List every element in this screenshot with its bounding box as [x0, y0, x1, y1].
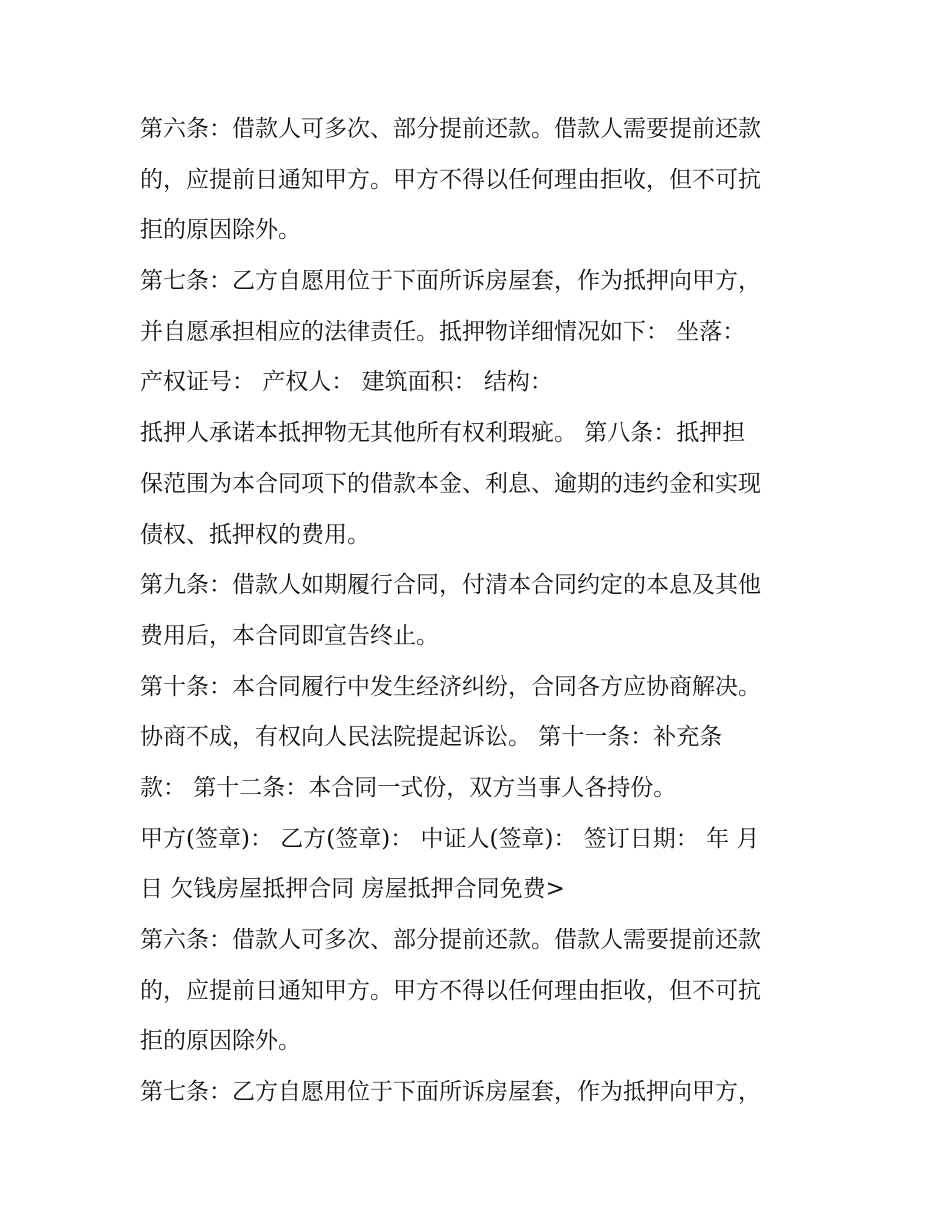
text-line: 甲方(签章)： 乙方(签章)： 中证人(签章)： 签订日期： 年 月 — [140, 825, 760, 852]
text-line: 费用后，本合同即宣告终止。 — [140, 622, 439, 649]
text-line: 拒的原因除外。 — [140, 217, 301, 244]
text-line: 第六条：借款人可多次、部分提前还款。借款人需要提前还款 — [140, 116, 761, 142]
text-line: 的，应提前日通知甲方。甲方不得以任何理由拒收，但不可抗 — [140, 166, 761, 193]
contract-text-body — [140, 104, 830, 1118]
text-line: 的，应提前日通知甲方。甲方不得以任何理由拒收，但不可抗 — [140, 977, 761, 1004]
text-line: 拒的原因除外。 — [140, 1028, 301, 1055]
text-line: 第九条：借款人如期履行合同，付清本合同约定的本息及其他 — [140, 572, 761, 599]
text-line: 第七条：乙方自愿用位于下面所诉房屋套，作为抵押向甲方， — [140, 1079, 761, 1106]
text-line: 并自愿承担相应的法律责任。抵押物详细情况如下： 坐落： — [140, 318, 746, 345]
text-line: 协商不成，有权向人民法院提起诉讼。 第十一条：补充条 — [140, 724, 723, 751]
text-line: 第十条：本合同履行中发生经济纠纷，合同各方应协商解决。 — [140, 673, 761, 700]
text-line: 债权、抵押权的费用。 — [140, 521, 370, 548]
text-line: 日 欠钱房屋抵押合同 房屋抵押合同免费> — [140, 876, 565, 903]
text-line: 保范围为本合同项下的借款本金、利息、逾期的违约金和实现 — [140, 470, 761, 497]
text-line: 抵押人承诺本抵押物无其他所有权利瑕疵。 第八条：抵押担 — [140, 420, 746, 447]
text-line: 第六条：借款人可多次、部分提前还款。借款人需要提前还款 — [140, 927, 761, 953]
text-line: 款： 第十二条：本合同一式份，双方当事人各持份。 — [140, 774, 677, 801]
text-line: 产权证号： 产权人： 建筑面积： 结构： — [140, 369, 553, 396]
text-line: 第七条：乙方自愿用位于下面所诉房屋套，作为抵押向甲方， — [140, 268, 761, 295]
